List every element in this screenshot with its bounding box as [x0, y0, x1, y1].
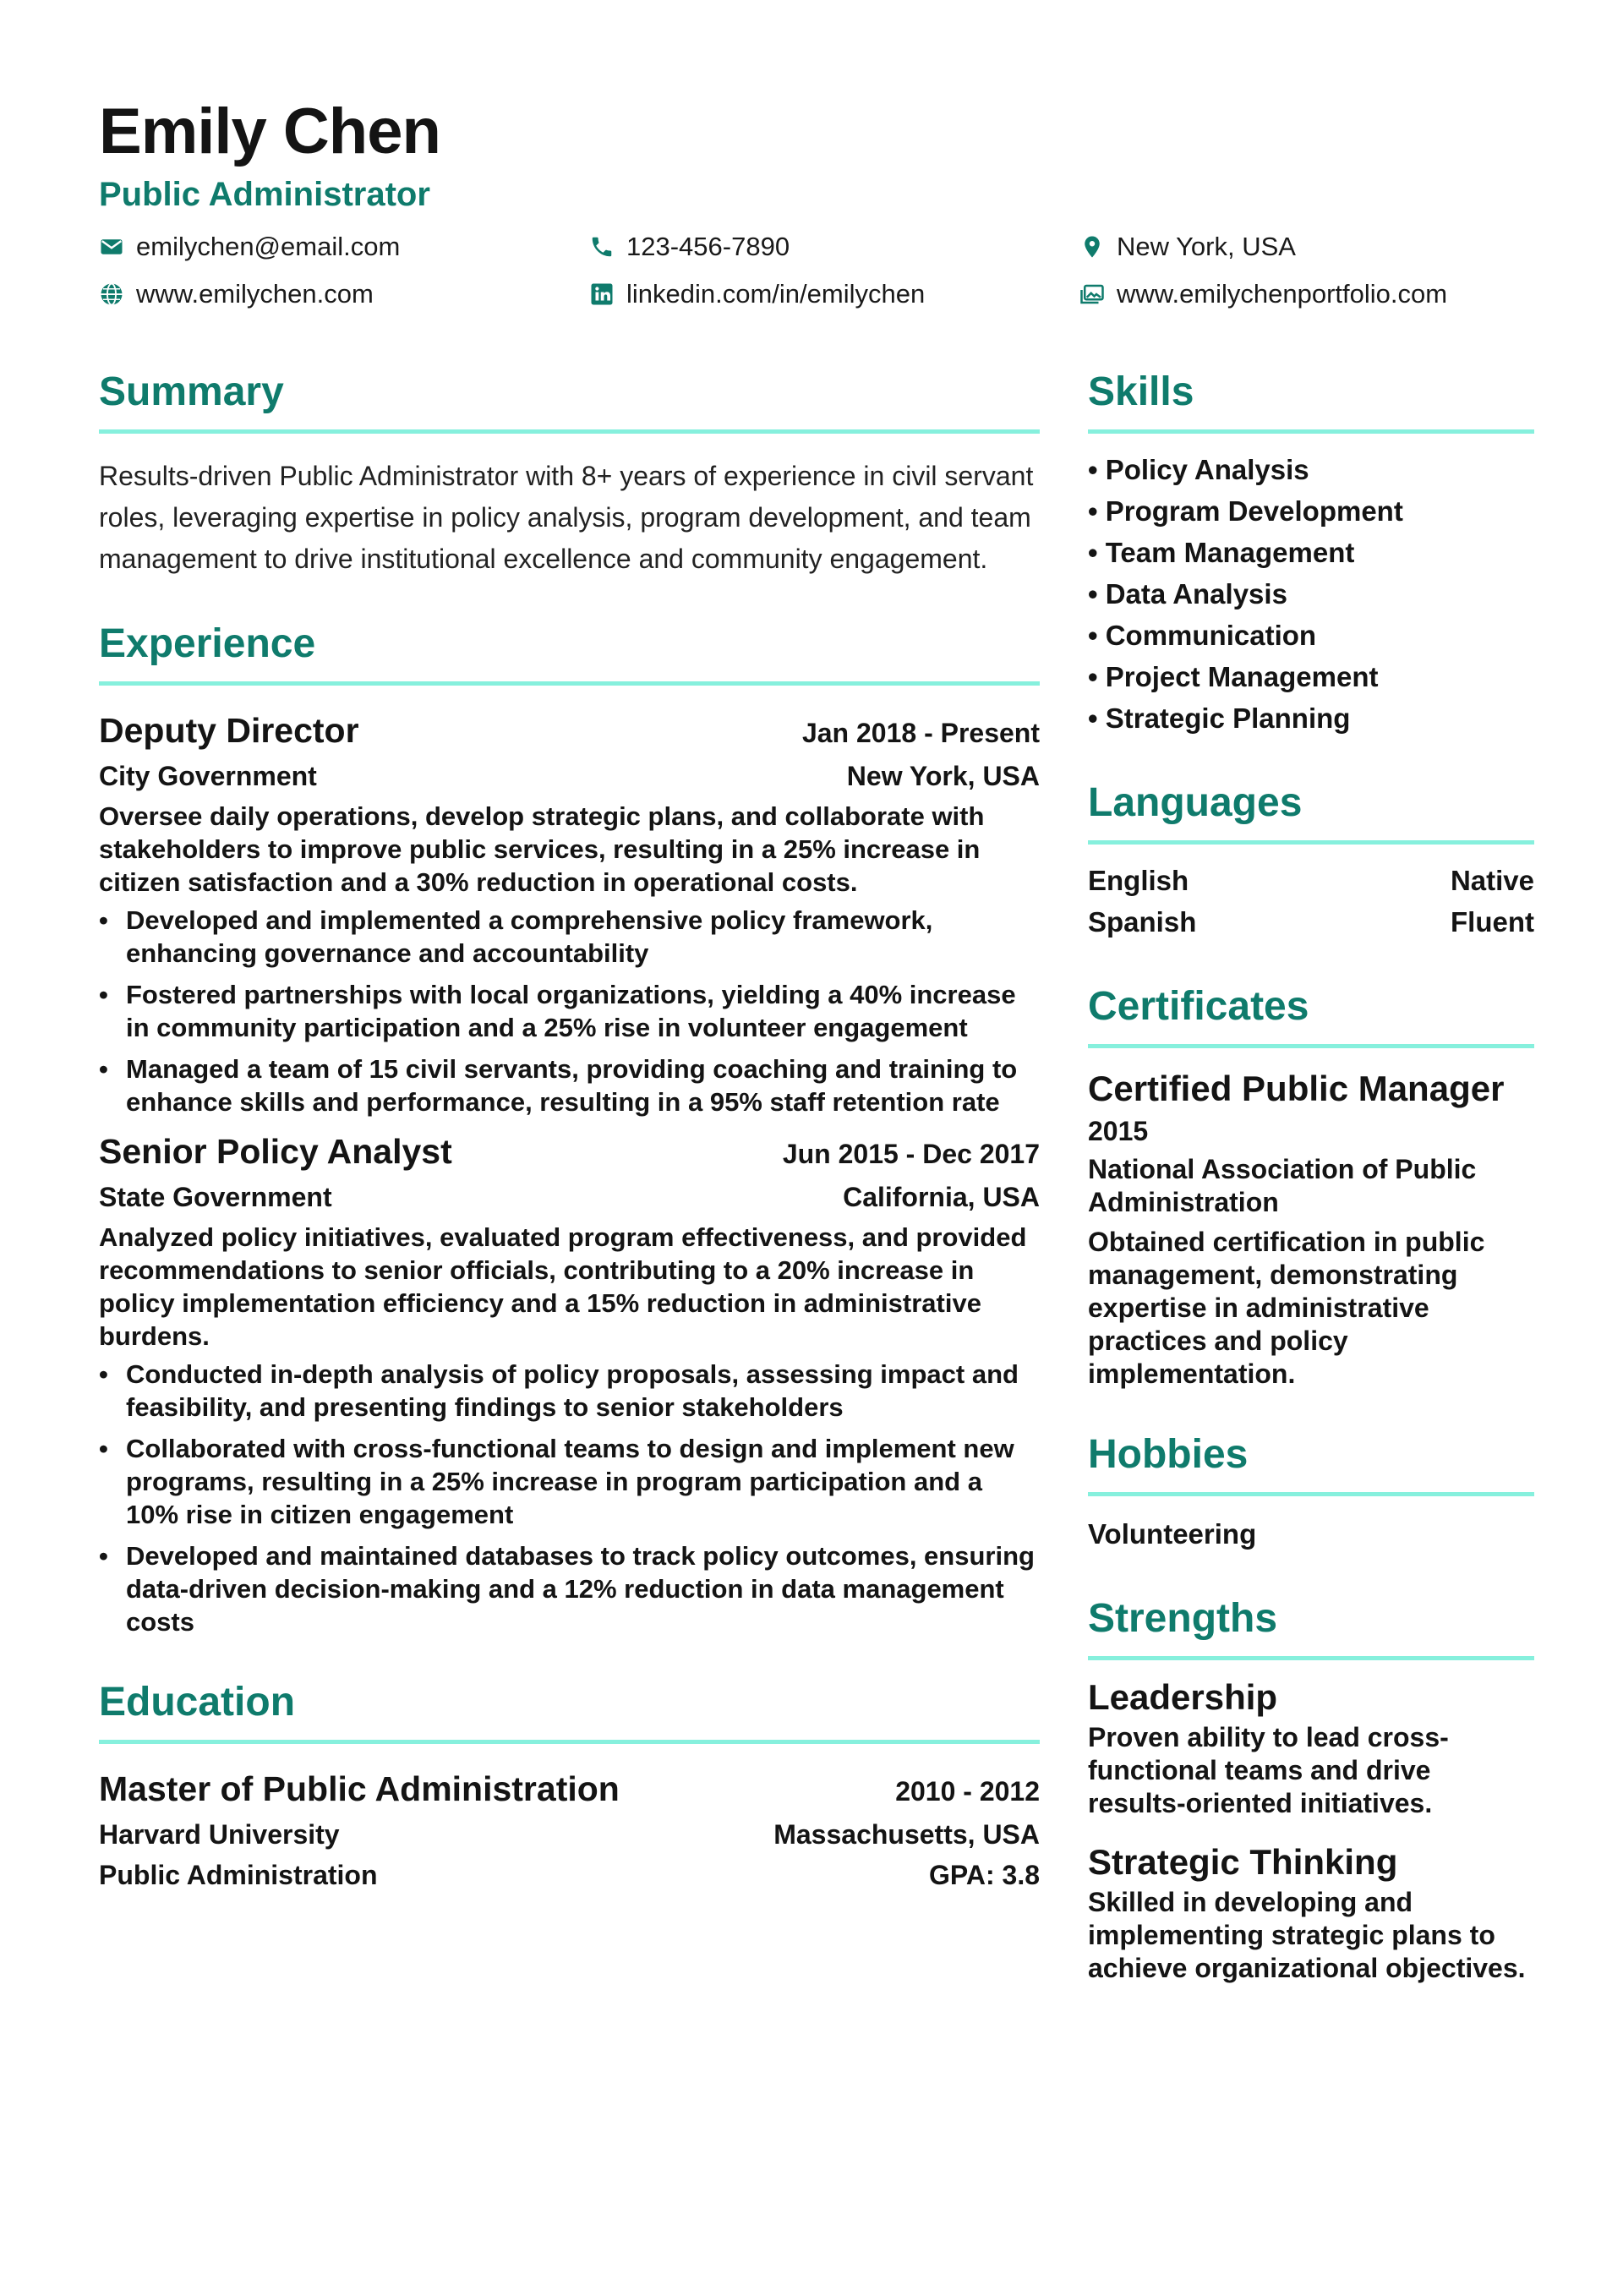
languages-section — [1088, 780, 1534, 943]
achievement-item: • Developed and maintained databases to track policy outcomes, ensuring data-driven decision-making and a 12% reduction in data management costs — [99, 1539, 1040, 1638]
skill-item: • Project Management — [1088, 661, 1379, 692]
field-of-study: Public Administration — [99, 1860, 378, 1890]
languages-heading: Languages — [1088, 783, 1534, 845]
globe-icon — [99, 282, 124, 307]
job-description: Analyzed policy initiatives, evaluated program effectiveness, and provided recommendations to senior officials, contributing to a 20% increase in policy implementation efficiency and a 15% reduction in administrative burdens. — [99, 1222, 1027, 1351]
strength-entry — [1088, 1839, 1534, 1985]
language-row — [1088, 901, 1534, 943]
experience-heading: Experience — [99, 624, 1040, 686]
achievement-item: • Developed and implemented a comprehensive policy framework, enhancing governance and accountability — [99, 904, 1040, 970]
strength-title: Leadership — [1088, 1677, 1278, 1717]
certificates-heading: Certificates — [1088, 987, 1534, 1048]
job-achievements — [99, 1358, 1040, 1638]
summary-heading: Summary — [99, 372, 1040, 434]
achievement-item: • Collaborated with cross-functional teams to design and implement new programs, resulting in a 25% increase in program participation and a 10% rise in citizen engagement — [99, 1432, 1040, 1531]
email-text: emilychen@email.com — [136, 232, 401, 261]
skill-item: • Communication — [1088, 620, 1317, 651]
education-dates: 2010 - 2012 — [895, 1776, 1040, 1807]
strengths-heading: Strengths — [1088, 1599, 1534, 1660]
summary-section — [99, 369, 1040, 580]
skills-list — [1088, 449, 1534, 739]
school-name: Harvard University — [99, 1819, 340, 1850]
contact-website[interactable] — [99, 280, 589, 309]
skill-item: • Strategic Planning — [1088, 702, 1351, 734]
hobbies-section — [1088, 1432, 1534, 1555]
strength-title: Strategic Thinking — [1088, 1842, 1398, 1882]
language-level: Fluent — [1451, 906, 1534, 938]
contact-email[interactable] — [99, 232, 589, 261]
contact-portfolio[interactable] — [1079, 280, 1536, 309]
location-pin-icon — [1079, 234, 1105, 260]
language-name: Spanish — [1088, 906, 1197, 938]
portfolio-icon — [1079, 282, 1105, 307]
website-text: www.emilychen.com — [136, 279, 374, 309]
skill-item: • Policy Analysis — [1088, 454, 1309, 485]
candidate-name: Emily Chen — [99, 96, 440, 167]
sidebar-column — [1088, 369, 1534, 2029]
achievement-item: • Conducted in-depth analysis of policy proposals, assessing impact and feasibility, and presenting findings to senior stakeholders — [99, 1358, 1040, 1424]
certificate-issuer: National Association of Public Administration — [1088, 1154, 1477, 1217]
contact-info — [99, 232, 1536, 309]
job-description: Oversee daily operations, develop strategic plans, and collaborate with stakeholders to improve public services, resulting in a 25% increase in citizen satisfaction and a 30% reduction in operational costs. — [99, 801, 985, 897]
strength-description: Skilled in developing and implementing strategic plans to achieve organizational objectives. — [1088, 1887, 1526, 1983]
job-entry — [99, 708, 1040, 1118]
school-location: Massachusetts, USA — [773, 1819, 1040, 1850]
job-organization: City Government — [99, 761, 317, 791]
main-column — [99, 369, 1040, 1939]
job-entry — [99, 1129, 1040, 1638]
job-location: New York, USA — [846, 761, 1040, 791]
language-row — [1088, 860, 1534, 901]
phone-text: 123-456-7890 — [626, 232, 790, 261]
contact-location — [1079, 232, 1536, 261]
linkedin-icon — [589, 282, 615, 307]
education-entry — [99, 1766, 1040, 1895]
skill-item: • Program Development — [1088, 495, 1403, 527]
certificate-description: Obtained certification in public management, demonstrating expertise in administrative practices and policy implementation. — [1088, 1227, 1485, 1389]
job-title: Senior Policy Analyst — [99, 1132, 452, 1171]
certificates-section — [1088, 984, 1534, 1391]
achievement-item: • Managed a team of 15 civil servants, providing coaching and training to enhance skills and performance, resulting in a 95% staff retention rate — [99, 1052, 1040, 1118]
hobbies-heading: Hobbies — [1088, 1435, 1534, 1496]
skill-item: • Team Management — [1088, 537, 1355, 568]
job-location: California, USA — [843, 1182, 1040, 1212]
job-title: Deputy Director — [99, 711, 359, 750]
skills-heading: Skills — [1088, 372, 1534, 434]
strength-description: Proven ability to lead cross-functional teams and drive results-oriented initiatives. — [1088, 1722, 1449, 1818]
contact-linkedin[interactable] — [589, 280, 1079, 309]
certificate-year: 2015 — [1088, 1116, 1149, 1146]
portfolio-text: www.emilychenportfolio.com — [1117, 279, 1448, 309]
experience-section — [99, 621, 1040, 1638]
job-dates: Jun 2015 - Dec 2017 — [782, 1139, 1040, 1169]
hobby-item: Volunteering — [1088, 1518, 1257, 1550]
strength-entry — [1088, 1674, 1534, 1820]
certificate-name: Certified Public Manager — [1088, 1069, 1505, 1108]
degree-title: Master of Public Administration — [99, 1769, 620, 1808]
strengths-section — [1088, 1596, 1534, 1985]
education-section — [99, 1682, 1040, 1895]
language-level: Native — [1450, 865, 1534, 896]
candidate-role: Public Administrator — [99, 176, 430, 213]
summary-text: Results-driven Public Administrator with 8+ years of experience in civil servant roles, leveraging expertise in policy analysis, program development, and team management to drive institutional excellence and community engagement. — [99, 461, 1034, 574]
skill-item: • Data Analysis — [1088, 578, 1287, 610]
job-dates: Jan 2018 - Present — [801, 718, 1040, 748]
linkedin-text: linkedin.com/in/emilychen — [626, 279, 926, 309]
language-name: English — [1088, 865, 1189, 896]
education-heading: Education — [99, 1682, 1040, 1744]
email-icon — [99, 234, 124, 260]
skills-section — [1088, 369, 1534, 739]
job-organization: State Government — [99, 1182, 332, 1212]
phone-icon — [589, 234, 615, 260]
gpa: GPA: 3.8 — [929, 1860, 1040, 1890]
job-achievements — [99, 904, 1040, 1118]
location-text: New York, USA — [1117, 232, 1296, 261]
achievement-item: • Fostered partnerships with local organizations, yielding a 40% increase in community participation and a 25% rise in volunteer engagement — [99, 978, 1040, 1044]
contact-phone[interactable] — [589, 232, 1079, 261]
